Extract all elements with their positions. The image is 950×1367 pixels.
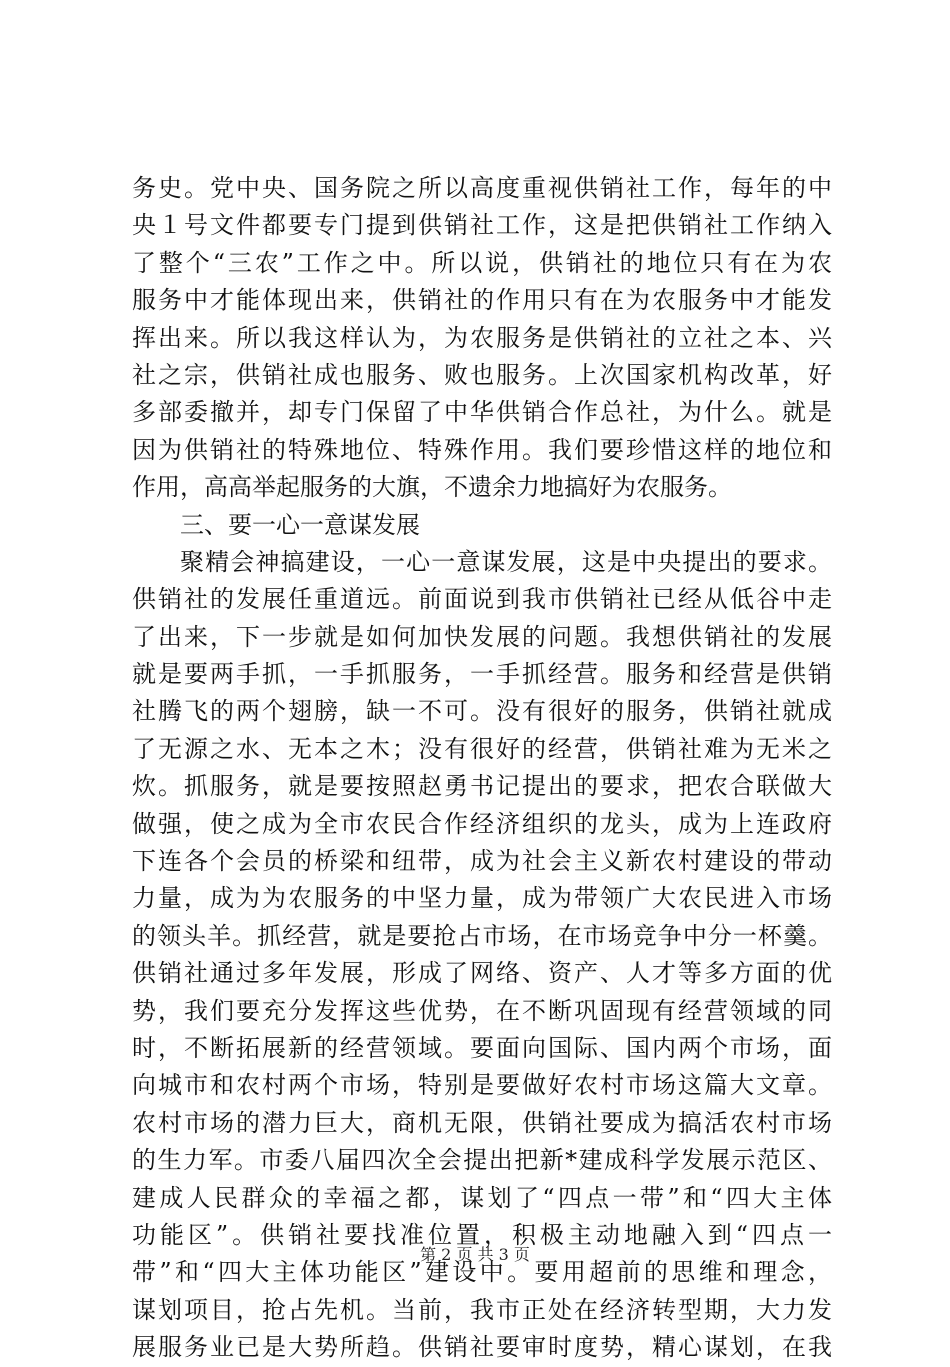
text-line: 供销社的发展任重道远。前面说到我市供销社已经从低谷中走 xyxy=(132,585,832,614)
text-line: 社腾飞的两个翅膀，缺一不可。没有很好的服务，供销社就成 xyxy=(132,697,832,726)
text-line: 了整个“三农”工作之中。所以说，供销社的地位只有在为农 xyxy=(132,248,832,277)
text-line: 供销社通过多年发展，形成了网络、资产、人才等多方面的优 xyxy=(132,959,832,988)
text-line: 谋划项目，抢占先机。当前，我市正处在经济转型期，大力发 xyxy=(132,1295,832,1324)
text-line: 了无源之水、无本之木；没有很好的经营，供销社难为无米之 xyxy=(132,734,832,763)
text-line: 多部委撤并，却专门保留了中华供销合作总社，为什么。就是 xyxy=(132,398,832,427)
text-line: 务史。党中央、国务院之所以高度重视供销社工作，每年的中 xyxy=(132,174,832,202)
text-line: 时，不断拓展新的经营领域。要面向国际、国内两个市场，面 xyxy=(132,1033,832,1062)
text-line: 下连各个会员的桥梁和纽带，成为社会主义新农村建设的带动 xyxy=(132,847,832,876)
text-line: 带”和“四大主体功能区”建设中。要用超前的思维和理念， xyxy=(132,1258,832,1287)
text-line: 就是要两手抓，一手抓服务，一手抓经营。服务和经营是供销 xyxy=(132,660,832,689)
text-line: 央１号文件都要专门提到供销社工作，这是把供销社工作纳入 xyxy=(132,211,832,240)
text-line: 炊。抓服务，就是要按照赵勇书记提出的要求，把农合联做大 xyxy=(132,772,832,801)
page-number-footer: 第 2 页 共 3 页 xyxy=(420,1245,530,1264)
text-line: 的领头羊。抓经营，就是要抢占市场，在市场竞争中分一杯羹。 xyxy=(132,921,832,950)
text-line: 向城市和农村两个市场，特别是要做好农村市场这篇大文章。 xyxy=(132,1071,832,1100)
text-line: 因为供销社的特殊地位、特殊作用。我们要珍惜这样的地位和 xyxy=(132,435,832,464)
text-line: 农村市场的潜力巨大，商机无限，供销社要成为搞活农村市场 xyxy=(132,1108,832,1137)
text-line: 服务中才能体现出来，供销社的作用只有在为农服务中才能发 xyxy=(132,286,832,315)
section-heading: 三、要一心一意谋发展 xyxy=(180,510,420,539)
text-line: 做强，使之成为全市农民合作经济组织的龙头，成为上连政府 xyxy=(132,809,832,838)
text-line: 聚精会神搞建设，一心一意谋发展，这是中央提出的要求。 xyxy=(180,547,832,576)
text-line: 建成人民群众的幸福之都，谋划了“四点一带”和“四大主体 xyxy=(132,1183,832,1212)
text-line: 势，我们要充分发挥这些优势，在不断巩固现有经营领域的同 xyxy=(132,996,832,1025)
text-line: 挥出来。所以我这样认为，为农服务是供销社的立社之本、兴 xyxy=(132,323,832,352)
text-line: 社之宗，供销社成也服务、败也服务。上次国家机构改革，好 xyxy=(132,360,832,389)
text-line: 展服务业已是大势所趋。供销社要审时度势，精心谋划，在我 xyxy=(132,1333,832,1362)
document-body xyxy=(132,170,832,1367)
text-line: 了出来，下一步就是如何加快发展的问题。我想供销社的发展 xyxy=(132,622,832,651)
text-line: 作用，高高举起服务的大旗，不遗余力地搞好为农服务。 xyxy=(132,473,732,502)
text-line: 力量，成为为农服务的中坚力量，成为带领广大农民进入市场 xyxy=(132,884,832,913)
text-line: 功能区”。供销社要找准位置，积极主动地融入到“四点一 xyxy=(132,1220,832,1249)
text-line: 的生力军。市委八届四次全会提出把新*建成科学发展示范区、 xyxy=(132,1146,832,1175)
